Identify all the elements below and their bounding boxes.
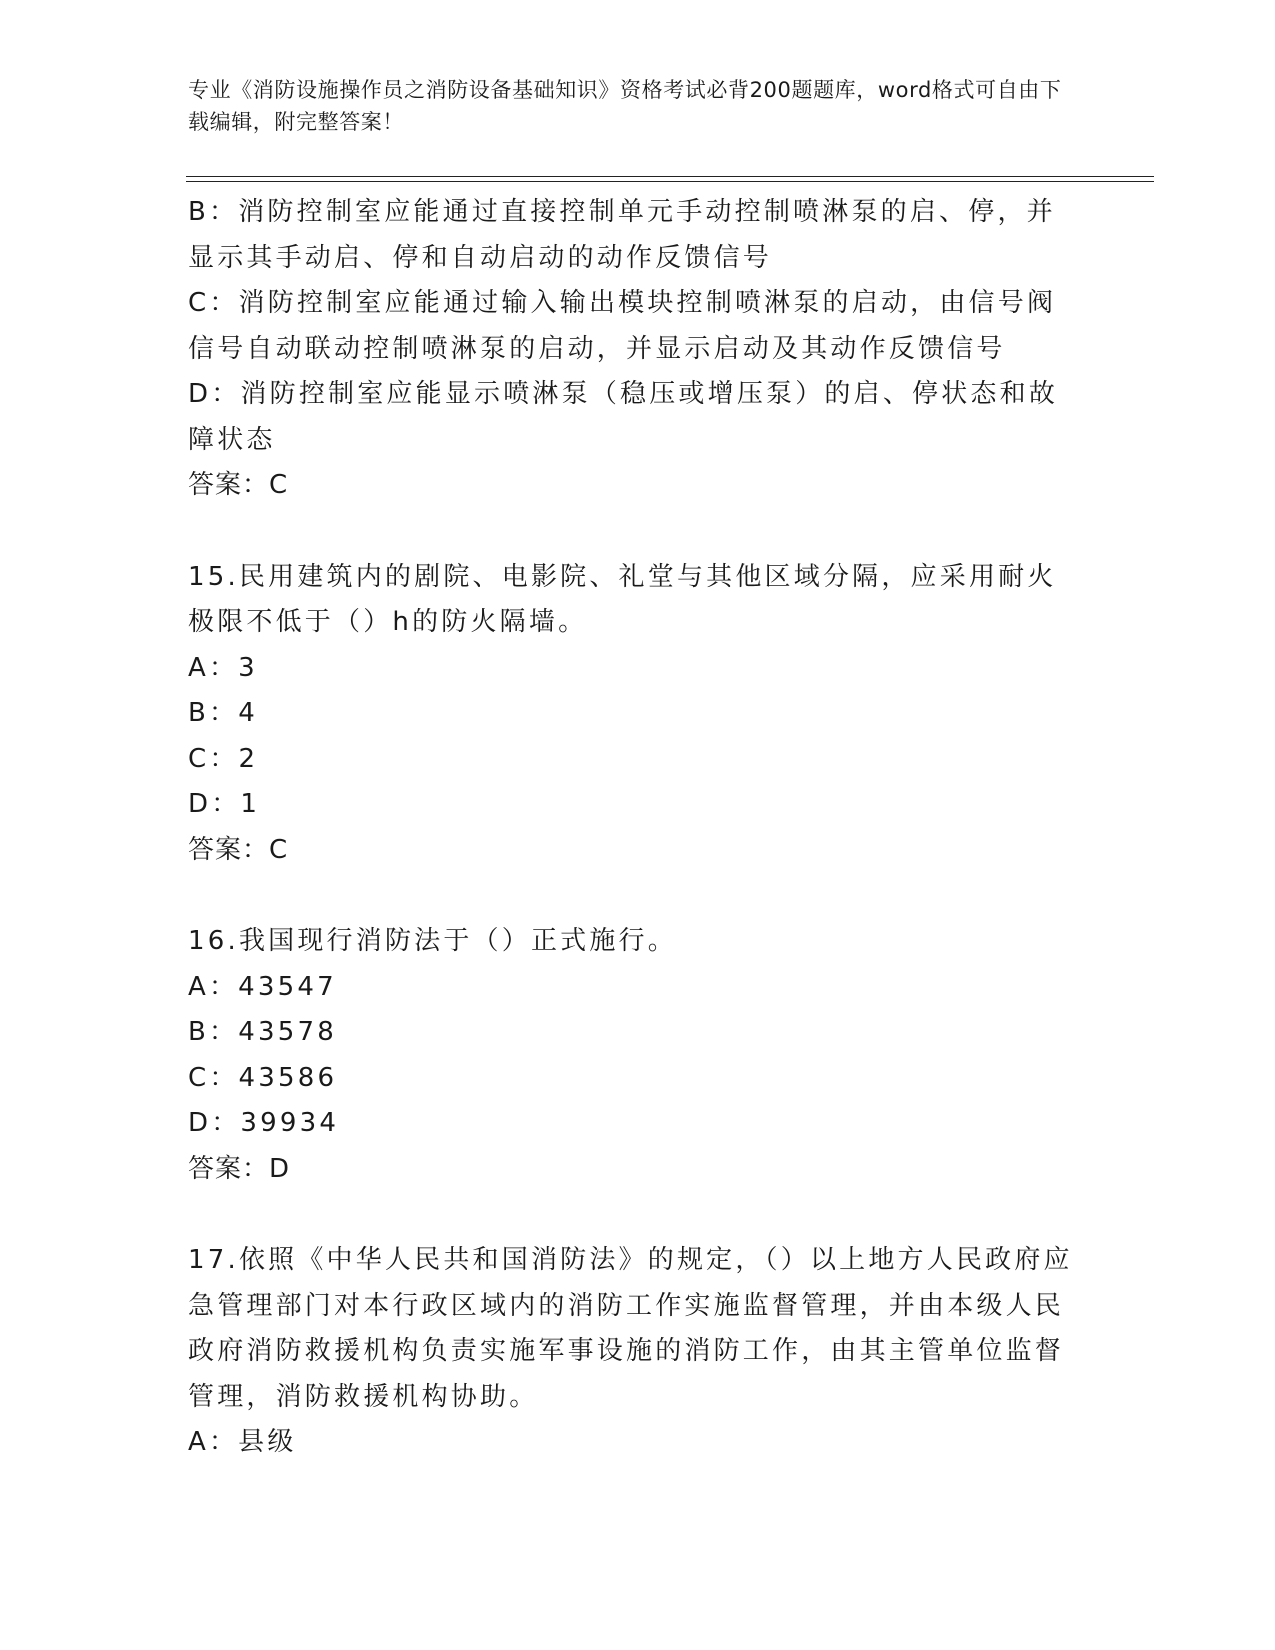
question-stem: 17.依照《中华人民共和国消防法》的规定，（）以上地方人民政府应急管理部门对本行政区域内的消防工作实施监督管理，并由本级人民政府消防救援机构负责实施军事设施的消防工作，由其主管单位监督管理，消防救援机构协助。	[188, 1245, 1073, 1412]
question-stem: 16.我国现行消防法于（）正式施行。	[188, 926, 677, 956]
question-16	[188, 919, 1080, 1192]
question-15	[188, 555, 1080, 874]
option-d: D：消防控制室应能显示喷淋泵（稳压或增压泵）的启、停状态和故障状态	[188, 379, 1059, 455]
question-17	[188, 1238, 1080, 1466]
option-b: B：43578	[188, 1017, 337, 1047]
answer: 答案：D	[188, 1153, 291, 1184]
answer: 答案：C	[188, 834, 289, 865]
question-stem: 15.民用建筑内的剧院、电影院、礼堂与其他区域分隔，应采用耐火极限不低于（）h的防火隔墙。	[188, 561, 1057, 637]
option-c: C：2	[188, 743, 259, 774]
answer: 答案：C	[188, 470, 289, 500]
header-rule-bottom	[186, 181, 1154, 182]
option-b: B：4	[188, 698, 258, 728]
option-a: A：43547	[188, 971, 337, 1002]
option-a: A：3	[188, 652, 258, 683]
option-b: B：消防控制室应能通过直接控制单元手动控制喷淋泵的启、停，并显示其手动启、停和自动启动的动作反馈信号	[188, 197, 1056, 273]
option-c: C：消防控制室应能通过输入输出模块控制喷淋泵的启动，由信号阀信号自动联动控制喷淋泵的启动，并显示启动及其动作反馈信号	[188, 288, 1057, 364]
question-14-continued	[188, 190, 1080, 509]
header-rule-top	[186, 176, 1154, 177]
document-header	[188, 74, 1068, 138]
option-d: D：1	[188, 789, 261, 819]
document-body	[188, 190, 1080, 1466]
header-title: 专业《消防设施操作员之消防设备基础知识》资格考试必背200题题库，word格式可自由下载编辑，附完整答案！	[188, 78, 1062, 134]
option-c: C：43586	[188, 1062, 338, 1093]
option-d: D：39934	[188, 1108, 340, 1138]
option-a: A：县级	[188, 1427, 297, 1457]
